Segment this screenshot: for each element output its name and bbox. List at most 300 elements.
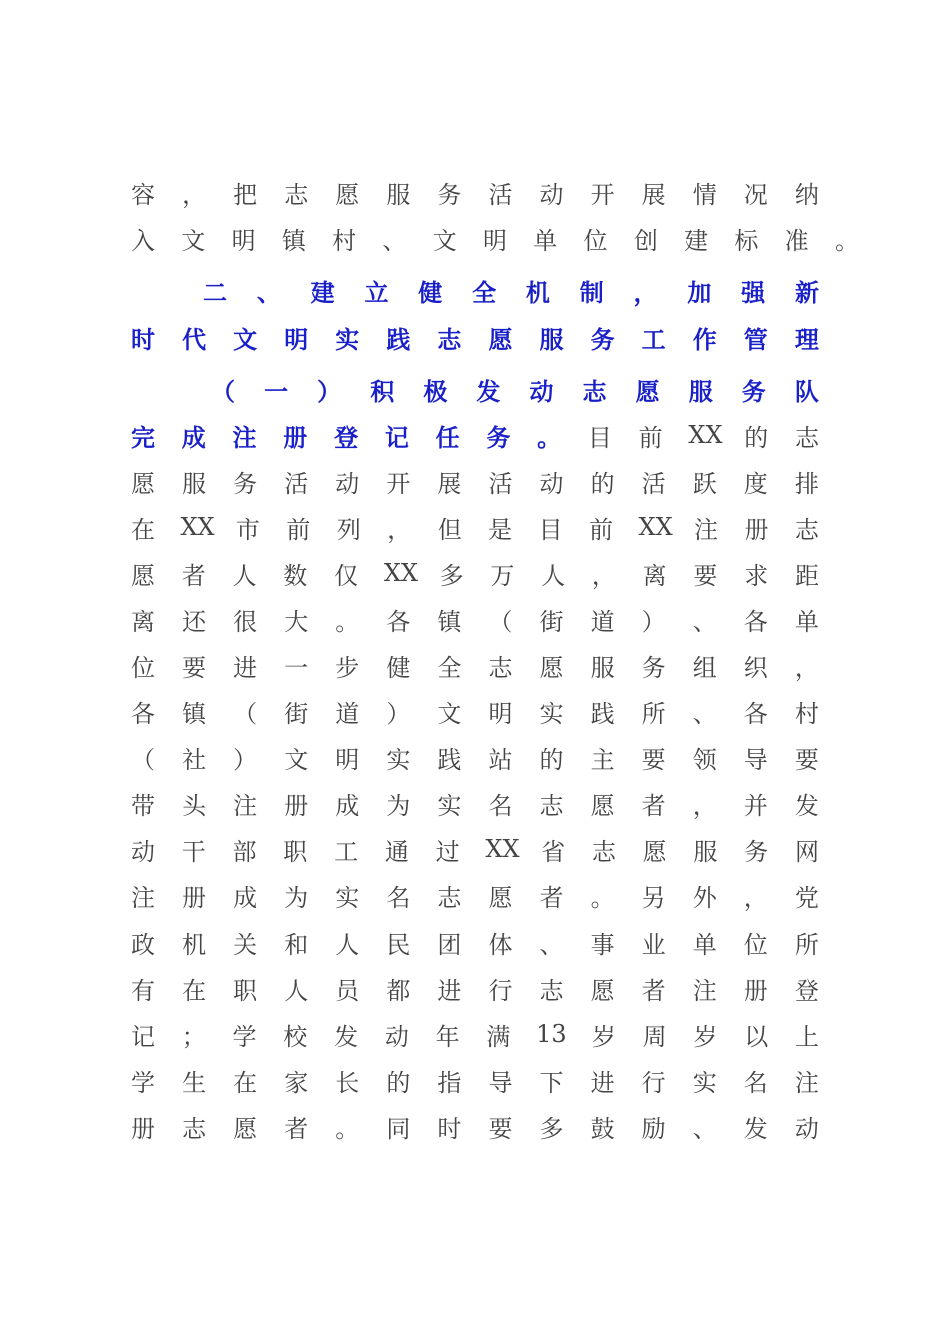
- text-glyph: 离: [131, 607, 155, 636]
- text-glyph: 、: [692, 1114, 717, 1143]
- text-glyph: 志: [582, 376, 607, 406]
- text-glyph: 情: [692, 180, 717, 209]
- text-glyph: 名: [488, 791, 513, 820]
- text-glyph: 服: [182, 469, 207, 498]
- text-glyph: 注: [692, 976, 717, 1005]
- text-glyph: 前: [589, 515, 614, 544]
- text-glyph: 注: [693, 515, 718, 544]
- text-glyph: （: [488, 607, 513, 636]
- text-glyph: 部: [232, 837, 257, 866]
- text-glyph: 二: [203, 277, 227, 307]
- text-glyph: 实: [539, 699, 564, 728]
- text-glyph: 人: [541, 561, 566, 590]
- text-glyph: 头: [182, 791, 207, 820]
- text-glyph: 都: [386, 976, 411, 1005]
- text-line: [130, 875, 820, 915]
- text-glyph: 13: [536, 1020, 567, 1048]
- text-glyph: 愿: [131, 469, 155, 498]
- text-glyph: 各: [386, 607, 411, 636]
- text-glyph: 党: [794, 883, 819, 912]
- text-glyph: 一: [284, 653, 309, 682]
- text-glyph: 多: [439, 561, 464, 590]
- text-glyph: 位: [583, 226, 608, 255]
- text-glyph: 但: [437, 515, 462, 544]
- text-glyph: 注: [232, 422, 257, 452]
- text-glyph: 服: [590, 653, 615, 682]
- text-line: [130, 783, 820, 823]
- text-glyph: 践: [386, 324, 411, 354]
- text-glyph: 要: [488, 1114, 513, 1143]
- text-glyph: 服: [688, 376, 713, 406]
- text-glyph: 服: [693, 837, 718, 866]
- text-glyph: 活: [488, 469, 513, 498]
- text-glyph: 开: [590, 180, 615, 209]
- text-glyph: 愿: [131, 561, 155, 590]
- text-glyph: 作: [692, 324, 717, 354]
- text-glyph: 体: [488, 930, 513, 959]
- text-glyph: 动: [131, 837, 155, 866]
- text-glyph: 生: [182, 1068, 207, 1097]
- text-glyph: 前: [286, 515, 311, 544]
- text-glyph: 注: [131, 883, 155, 912]
- text-glyph: 文: [284, 745, 309, 774]
- text-glyph: 管: [743, 324, 768, 354]
- text-glyph: （: [233, 699, 258, 728]
- text-glyph: ）: [233, 745, 258, 774]
- text-glyph: 、: [692, 699, 717, 728]
- text-glyph: 人: [284, 976, 309, 1005]
- text-glyph: 指: [437, 1068, 462, 1097]
- text-glyph: 、: [256, 277, 281, 307]
- text-glyph: 单: [533, 226, 558, 255]
- text-line: [210, 369, 820, 409]
- text-glyph: 者: [539, 883, 564, 912]
- text-glyph: 新: [794, 277, 819, 307]
- text-glyph: 加: [687, 277, 712, 307]
- text-glyph: 发: [794, 791, 819, 820]
- text-glyph: 愿: [590, 976, 615, 1005]
- text-glyph: 求: [744, 561, 769, 590]
- text-glyph: 实: [692, 1068, 717, 1097]
- text-glyph: 励: [641, 1114, 666, 1143]
- text-glyph: 镇: [437, 607, 462, 636]
- text-glyph: 校: [283, 1022, 308, 1051]
- text-glyph: 的: [744, 423, 769, 452]
- text-glyph: 健: [386, 653, 411, 682]
- text-glyph: 容: [131, 180, 155, 209]
- text-glyph: ，: [182, 180, 207, 209]
- text-glyph: 志: [437, 883, 462, 912]
- text-glyph: 极: [423, 376, 448, 406]
- text-glyph: 务: [486, 422, 511, 452]
- text-glyph: 实: [437, 791, 462, 820]
- text-line: [130, 599, 820, 639]
- text-glyph: 志: [437, 324, 462, 354]
- text-glyph: 愿: [488, 324, 513, 354]
- text-glyph: 主: [590, 745, 615, 774]
- text-glyph: 业: [641, 930, 666, 959]
- text-glyph: 建: [684, 226, 709, 255]
- text-glyph: 志: [794, 515, 819, 544]
- text-glyph: 满: [486, 1022, 511, 1051]
- text-glyph: 跃: [692, 469, 717, 498]
- text-glyph: 单: [692, 930, 717, 959]
- text-glyph: 明: [335, 745, 360, 774]
- text-glyph: 各: [131, 699, 155, 728]
- text-glyph: XX: [638, 513, 673, 541]
- text-glyph: 要: [693, 561, 718, 590]
- text-glyph: 织: [743, 653, 768, 682]
- text-glyph: 人: [232, 561, 257, 590]
- text-glyph: 务: [437, 180, 462, 209]
- text-glyph: 愿: [488, 883, 513, 912]
- text-glyph: （: [211, 376, 235, 406]
- text-glyph: ；: [181, 1022, 206, 1051]
- text-glyph: 工: [641, 324, 666, 354]
- text-glyph: 志: [539, 791, 564, 820]
- text-glyph: 镇: [182, 699, 207, 728]
- text-glyph: 有: [131, 976, 155, 1005]
- text-glyph: 册: [283, 422, 308, 452]
- text-glyph: 位: [131, 653, 155, 682]
- text-glyph: 创: [633, 226, 658, 255]
- text-glyph: XX: [180, 513, 215, 541]
- text-glyph: 建: [310, 277, 335, 307]
- text-glyph: 动: [384, 1022, 409, 1051]
- text-glyph: 志: [591, 837, 616, 866]
- text-glyph: 册: [744, 515, 769, 544]
- text-glyph: 开: [386, 469, 411, 498]
- text-glyph: 为: [284, 883, 309, 912]
- text-glyph: 标: [734, 226, 759, 255]
- text-glyph: 行: [488, 976, 513, 1005]
- text-glyph: 全: [472, 277, 497, 307]
- text-glyph: 成: [233, 883, 258, 912]
- text-glyph: 鼓: [590, 1114, 615, 1143]
- text-glyph: XX: [383, 559, 418, 587]
- text-line: [130, 1014, 820, 1054]
- text-line: [130, 1106, 820, 1146]
- text-glyph: 团: [437, 930, 462, 959]
- text-glyph: 务: [744, 837, 769, 866]
- text-glyph: 过: [435, 837, 460, 866]
- text-line: [130, 1060, 820, 1100]
- text-glyph: 所: [794, 930, 819, 959]
- text-glyph: 健: [418, 277, 443, 307]
- text-glyph: 全: [437, 653, 462, 682]
- text-glyph: 同: [386, 1114, 411, 1143]
- text-glyph: ，: [743, 883, 768, 912]
- text-line: [130, 922, 820, 962]
- text-glyph: 明: [284, 324, 309, 354]
- text-glyph: 理: [794, 324, 819, 354]
- text-glyph: 志: [488, 653, 513, 682]
- text-glyph: 人: [335, 930, 360, 959]
- text-glyph: 志: [284, 180, 309, 209]
- text-glyph: ）: [317, 376, 342, 406]
- text-glyph: 大: [284, 607, 309, 636]
- text-glyph: 时: [131, 324, 155, 354]
- text-glyph: 关: [233, 930, 258, 959]
- text-glyph: 各: [743, 607, 768, 636]
- text-glyph: 志: [794, 423, 819, 452]
- text-line: [130, 415, 820, 455]
- text-glyph: 务: [741, 376, 766, 406]
- text-glyph: 。: [834, 226, 859, 255]
- text-glyph: 明: [482, 226, 507, 255]
- text-glyph: 积: [370, 376, 395, 406]
- text-glyph: 发: [743, 1114, 768, 1143]
- text-glyph: 者: [641, 791, 666, 820]
- text-line: [202, 270, 820, 310]
- text-glyph: 准: [784, 226, 809, 255]
- text-glyph: 愿: [539, 653, 564, 682]
- text-glyph: 干: [181, 837, 206, 866]
- text-glyph: 很: [233, 607, 258, 636]
- text-glyph: 并: [743, 791, 768, 820]
- text-glyph: ，: [692, 791, 717, 820]
- text-glyph: 者: [181, 561, 206, 590]
- text-glyph: 发: [476, 376, 501, 406]
- text-glyph: 职: [283, 837, 308, 866]
- text-glyph: 愿: [233, 1114, 258, 1143]
- text-glyph: 实: [335, 324, 360, 354]
- text-glyph: 导: [488, 1068, 513, 1097]
- text-glyph: 册: [743, 976, 768, 1005]
- text-glyph: 站: [488, 745, 513, 774]
- text-glyph: 名: [743, 1068, 768, 1097]
- text-glyph: 通: [384, 837, 409, 866]
- text-glyph: 时: [437, 1114, 462, 1143]
- text-glyph: 展: [641, 180, 666, 209]
- text-glyph: 明: [231, 226, 256, 255]
- text-glyph: 完: [131, 422, 155, 452]
- text-line: [130, 737, 820, 777]
- text-glyph: 服: [539, 324, 564, 354]
- text-glyph: 村: [332, 226, 357, 255]
- text-glyph: 者: [641, 976, 666, 1005]
- text-glyph: 单: [794, 607, 819, 636]
- text-glyph: 距: [794, 561, 819, 590]
- text-glyph: 前: [638, 423, 663, 452]
- text-glyph: 要: [794, 745, 819, 774]
- text-glyph: 动: [529, 376, 554, 406]
- text-glyph: 的: [590, 469, 615, 498]
- text-glyph: 注: [794, 1068, 819, 1097]
- text-glyph: 所: [641, 699, 666, 728]
- text-glyph: 目: [587, 423, 612, 452]
- text-glyph: 民: [386, 930, 411, 959]
- text-glyph: 、: [539, 930, 564, 959]
- text-glyph: 网: [794, 837, 819, 866]
- text-glyph: 学: [131, 1068, 155, 1097]
- text-glyph: 队: [794, 376, 819, 406]
- text-glyph: 组: [692, 653, 717, 682]
- text-glyph: 展: [437, 469, 462, 498]
- text-glyph: 践: [590, 699, 615, 728]
- text-glyph: 省: [541, 837, 566, 866]
- text-glyph: 机: [525, 277, 550, 307]
- text-glyph: 工: [334, 837, 359, 866]
- text-glyph: 仅: [334, 561, 359, 590]
- text-glyph: 记: [384, 422, 409, 452]
- text-glyph: 纳: [794, 180, 819, 209]
- text-glyph: ，: [633, 277, 658, 307]
- text-glyph: 市: [235, 515, 260, 544]
- text-glyph: 立: [364, 277, 389, 307]
- text-glyph: 册: [131, 1114, 155, 1143]
- text-glyph: 一: [264, 376, 289, 406]
- text-glyph: 下: [539, 1068, 564, 1097]
- text-glyph: 、: [382, 226, 407, 255]
- text-glyph: 职: [233, 976, 258, 1005]
- text-line: [130, 645, 820, 685]
- text-glyph: ，: [591, 561, 616, 590]
- text-line: [130, 829, 820, 869]
- text-glyph: ，: [387, 515, 412, 544]
- text-glyph: 发: [334, 1022, 359, 1051]
- text-glyph: 道: [335, 699, 360, 728]
- text-glyph: 另: [641, 883, 666, 912]
- text-glyph: 度: [743, 469, 768, 498]
- text-glyph: 代: [182, 324, 207, 354]
- text-glyph: 要: [182, 653, 207, 682]
- text-glyph: 文: [233, 324, 258, 354]
- text-glyph: 志: [539, 976, 564, 1005]
- text-glyph: 领: [692, 745, 717, 774]
- text-glyph: 在: [233, 1068, 258, 1097]
- text-glyph: 愿: [635, 376, 660, 406]
- text-glyph: 排: [794, 469, 819, 498]
- text-glyph: 的: [386, 1068, 411, 1097]
- text-glyph: 。: [590, 883, 615, 912]
- text-glyph: 周: [642, 1022, 667, 1051]
- text-glyph: 务: [233, 469, 258, 498]
- text-glyph: 成: [181, 422, 206, 452]
- text-glyph: 把: [233, 180, 258, 209]
- text-glyph: 活: [284, 469, 309, 498]
- text-glyph: 明: [488, 699, 513, 728]
- text-line: [130, 218, 860, 258]
- text-glyph: 万: [490, 561, 515, 590]
- text-glyph: 还: [182, 607, 207, 636]
- text-glyph: 岁: [591, 1022, 616, 1051]
- text-glyph: 愿: [590, 791, 615, 820]
- text-glyph: ，: [794, 653, 819, 682]
- text-glyph: 动: [539, 469, 564, 498]
- text-line: [130, 461, 820, 501]
- text-glyph: 列: [336, 515, 361, 544]
- text-glyph: 道: [590, 607, 615, 636]
- text-glyph: 上: [794, 1022, 819, 1051]
- text-glyph: 的: [539, 745, 564, 774]
- text-glyph: 名: [386, 883, 411, 912]
- text-glyph: 、: [692, 607, 717, 636]
- text-glyph: 步: [335, 653, 360, 682]
- text-glyph: 外: [692, 883, 717, 912]
- text-glyph: 制: [579, 277, 604, 307]
- text-glyph: 机: [182, 930, 207, 959]
- text-glyph: 位: [743, 930, 768, 959]
- text-glyph: 任: [435, 422, 460, 452]
- text-glyph: 目: [538, 515, 563, 544]
- text-glyph: 册: [284, 791, 309, 820]
- text-glyph: 践: [437, 745, 462, 774]
- text-glyph: 文: [181, 226, 206, 255]
- text-glyph: 在: [131, 515, 155, 544]
- text-glyph: 活: [641, 469, 666, 498]
- text-glyph: 年: [435, 1022, 460, 1051]
- text-glyph: 登: [334, 422, 359, 452]
- text-glyph: 愿: [335, 180, 360, 209]
- text-glyph: 要: [641, 745, 666, 774]
- text-glyph: 学: [232, 1022, 257, 1051]
- text-glyph: 愿: [642, 837, 667, 866]
- text-glyph: 是: [488, 515, 513, 544]
- text-glyph: 为: [386, 791, 411, 820]
- text-glyph: 多: [539, 1114, 564, 1143]
- text-glyph: 况: [743, 180, 768, 209]
- text-glyph: 离: [642, 561, 667, 590]
- text-glyph: 志: [182, 1114, 207, 1143]
- text-glyph: （: [131, 745, 155, 774]
- text-glyph: 册: [182, 883, 207, 912]
- text-glyph: 带: [131, 791, 155, 820]
- text-glyph: 注: [233, 791, 258, 820]
- text-glyph: 记: [131, 1022, 155, 1051]
- text-line: [130, 172, 820, 212]
- text-glyph: XX: [688, 421, 723, 449]
- text-glyph: 实: [386, 745, 411, 774]
- text-glyph: 务: [641, 653, 666, 682]
- text-glyph: ）: [641, 607, 666, 636]
- text-glyph: 社: [182, 745, 207, 774]
- text-glyph: 者: [284, 1114, 309, 1143]
- text-glyph: 。: [335, 607, 360, 636]
- text-glyph: 成: [335, 791, 360, 820]
- text-glyph: 服: [386, 180, 411, 209]
- text-glyph: 数: [283, 561, 308, 590]
- text-glyph: 动: [539, 180, 564, 209]
- text-glyph: 文: [437, 699, 462, 728]
- text-glyph: 行: [641, 1068, 666, 1097]
- text-glyph: 进: [590, 1068, 615, 1097]
- text-line: [130, 507, 820, 547]
- text-glyph: 和: [284, 930, 309, 959]
- text-glyph: 街: [539, 607, 564, 636]
- text-glyph: 事: [590, 930, 615, 959]
- text-glyph: 实: [335, 883, 360, 912]
- text-glyph: 各: [743, 699, 768, 728]
- text-glyph: 强: [741, 277, 766, 307]
- text-glyph: 务: [590, 324, 615, 354]
- text-glyph: 进: [233, 653, 258, 682]
- text-line: [130, 968, 820, 1008]
- text-glyph: 员: [335, 976, 360, 1005]
- text-line: [130, 317, 820, 357]
- text-line: [130, 553, 820, 593]
- text-glyph: 动: [794, 1114, 819, 1143]
- text-glyph: 在: [182, 976, 207, 1005]
- text-glyph: 动: [335, 469, 360, 498]
- text-glyph: 进: [437, 976, 462, 1005]
- text-glyph: 。: [335, 1114, 360, 1143]
- text-glyph: XX: [485, 835, 520, 863]
- text-glyph: 导: [743, 745, 768, 774]
- text-glyph: 村: [794, 699, 819, 728]
- text-glyph: 登: [794, 976, 819, 1005]
- text-glyph: 岁: [693, 1022, 718, 1051]
